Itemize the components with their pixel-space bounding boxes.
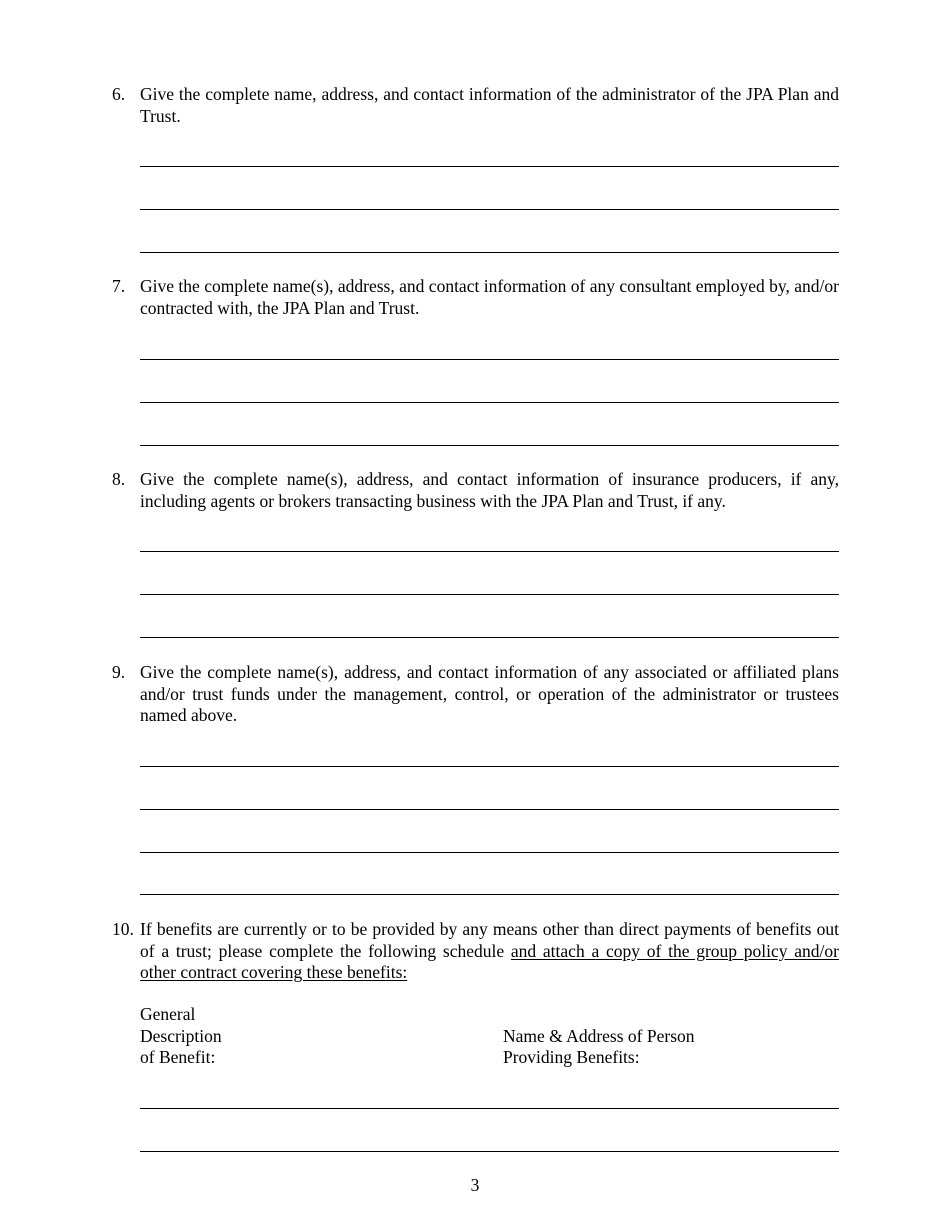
header-line: General [140,1004,196,1024]
answer-line[interactable] [140,551,839,552]
schedule-col-provider [503,1026,695,1069]
answer-line[interactable] [140,359,839,360]
question-text: Give the complete name, address, and contact information of the administrator of the JPA Plan and Trust. [140,84,839,126]
question-text: Give the complete name(s), address, and contact information of any consultant employed by, and/or contracted with, the JPA Plan and Trust. [140,276,839,318]
question-7 [112,276,839,319]
answer-line[interactable] [140,809,839,810]
answer-line[interactable] [140,637,839,638]
question-text: Give the complete name(s), address, and contact information of any associated or affiliated plans and/or trust funds under the management, control, or operation of the administrator or trustees named above. [140,662,839,725]
page-number: 3 [470,1175,480,1195]
answer-line[interactable] [140,1151,839,1152]
answer-line[interactable] [140,209,839,210]
question-6 [112,84,839,127]
question-9 [112,662,839,727]
answer-line[interactable] [140,852,839,853]
question-10 [112,919,839,984]
answer-line[interactable] [140,252,839,253]
header-line: Name & Address of Person [503,1025,695,1046]
answer-line[interactable] [140,166,839,167]
question-text-plain: If benefits are currently or to be provided by any means other than direct payments of benefits out of a trust; please complete the following schedule [140,919,839,961]
answer-line[interactable] [140,766,839,767]
header-line: Providing Benefits: [503,1047,640,1067]
header-line: Description [140,1025,222,1046]
question-number: 10. [112,919,134,939]
question-number: 9. [112,662,126,682]
question-number: 7. [112,276,126,296]
question-text: Give the complete name(s), address, and contact information of insurance producers, if any, including agents or brokers transacting business with the JPA Plan and Trust, if any. [140,469,839,511]
answer-line[interactable] [140,402,839,403]
question-number: 8. [112,469,126,489]
header-line: of Benefit: [140,1047,216,1067]
answer-line[interactable] [140,594,839,595]
question-number: 6. [112,84,126,104]
answer-line[interactable] [140,445,839,446]
question-text-underlined: and attach a copy of the group policy and/or other contract covering these benefits: [140,940,839,982]
question-8 [112,469,839,512]
schedule-col-description [140,1004,222,1069]
question-text [140,919,839,984]
answer-line[interactable] [140,1108,839,1109]
answer-line[interactable] [140,894,839,895]
